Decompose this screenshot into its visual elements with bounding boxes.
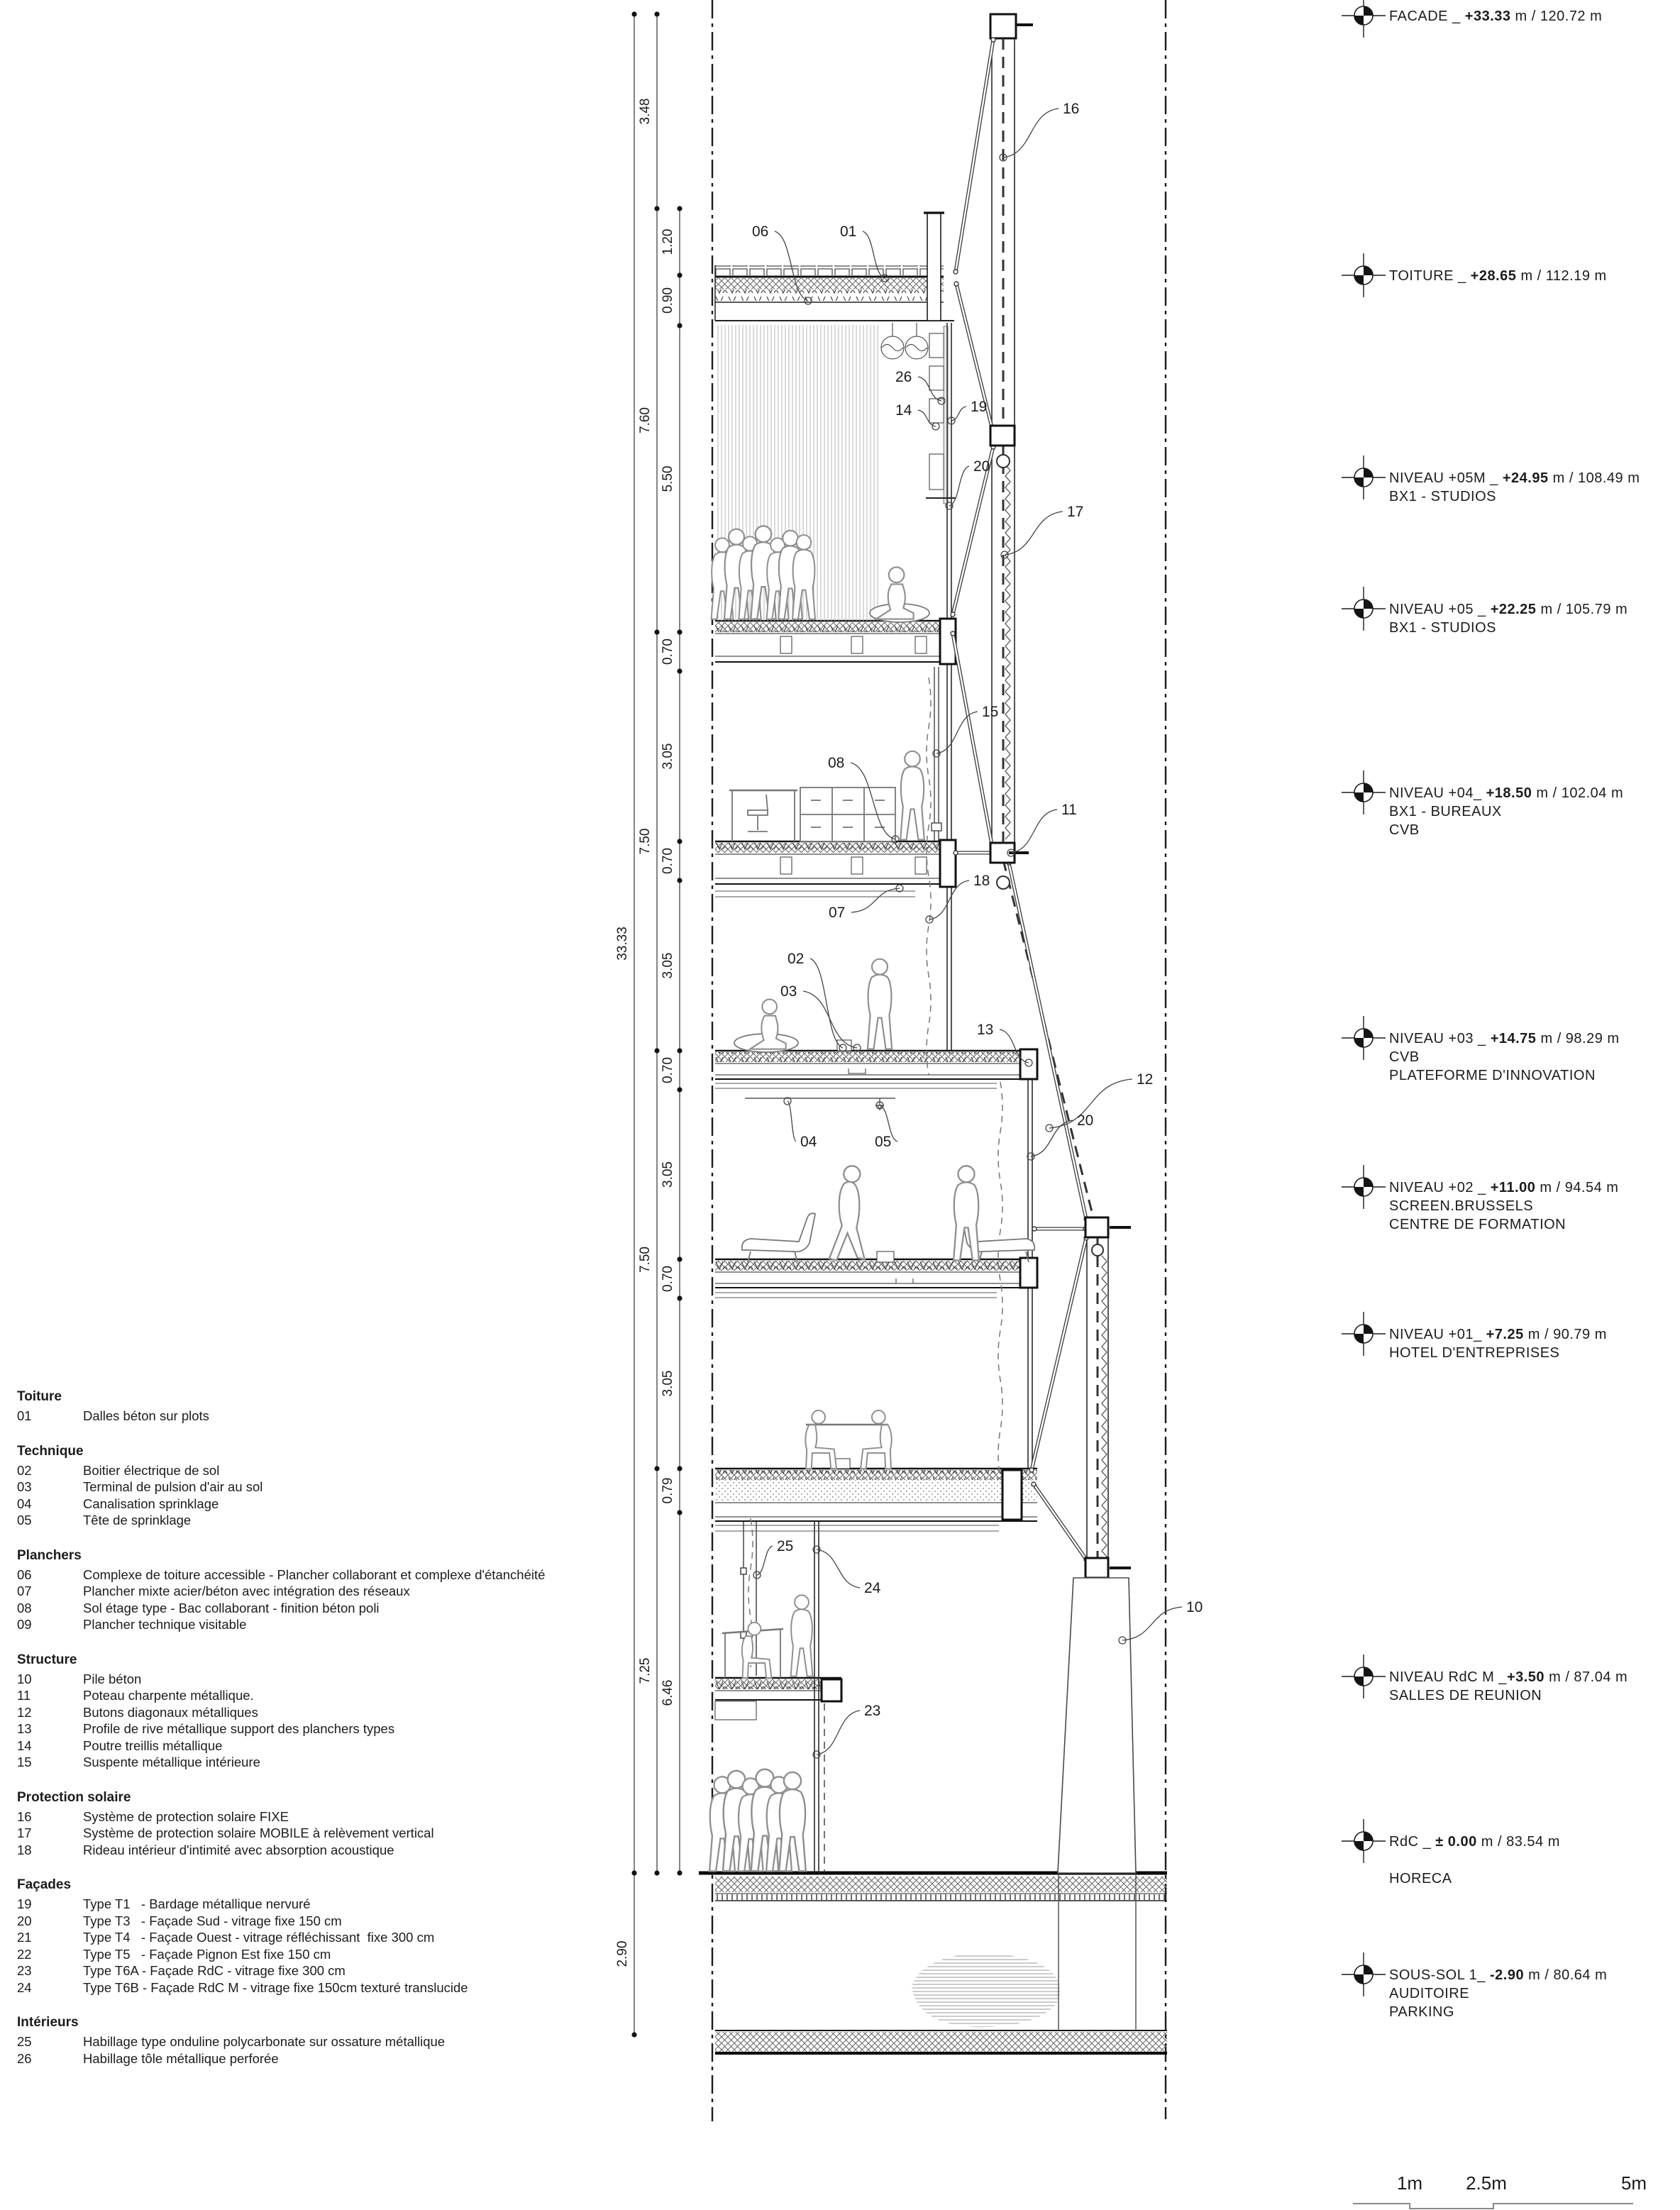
callout-number: 19 — [971, 399, 988, 415]
legend-item-label: Butons diagonaux métalliques — [83, 1704, 258, 1720]
legend-row — [17, 1512, 762, 1529]
legend-item-label: Suspente métallique intérieure — [83, 1755, 260, 1769]
dimension-label: 7.50 — [638, 1247, 653, 1273]
dimension-tick — [654, 1048, 659, 1053]
legend-item-label: Rideau intérieur d'intimité avec absorption acoustique — [83, 1842, 394, 1857]
level-marker — [1342, 455, 1640, 504]
legend-item-label: Type T3 - Façade Sud - vitrage fixe 150 cm — [83, 1913, 342, 1928]
truss-nodes — [990, 426, 1131, 1578]
dimension-label: 3.05 — [661, 1161, 675, 1188]
callout-leader — [817, 1549, 860, 1588]
legend-row — [17, 1737, 762, 1755]
legend-item-number: 25 — [17, 2034, 32, 2049]
callout-leader — [949, 466, 969, 506]
legend-heading: Technique — [17, 1443, 84, 1459]
level-marker — [1342, 770, 1623, 838]
legend-item-number: 07 — [17, 1584, 32, 1598]
callout-number: 24 — [864, 1580, 881, 1596]
dimension-label: 5.50 — [661, 465, 675, 492]
scale-label: 5m — [1620, 2172, 1647, 2194]
legend-row — [17, 1808, 762, 1825]
dimension-tick — [677, 272, 682, 277]
level-sublabel: SCREEN.BRUSSELS — [1389, 1198, 1534, 1214]
scale-bar — [1353, 2172, 1647, 2209]
level-sublabel: BX1 - BUREAUX — [1389, 804, 1502, 819]
callout-leader — [803, 991, 857, 1048]
privacy-curtain-line — [927, 678, 931, 1075]
legend-row — [17, 1616, 762, 1633]
legend-item-number: 12 — [17, 1704, 32, 1720]
callout-leader — [1005, 512, 1063, 555]
level-sublabel: PLATEFORME D'INNOVATION — [1389, 1068, 1596, 1083]
callout-number: 16 — [1063, 101, 1080, 117]
dimension-label: 3.05 — [661, 1370, 675, 1397]
dimension-label: 3.05 — [661, 952, 675, 979]
level-label: NIVEAU +02 _ +11.00 m / 94.54 m — [1389, 1180, 1619, 1195]
callout-leader — [817, 1711, 860, 1755]
legend-item-label: Canalisation sprinklage — [83, 1496, 219, 1511]
legend-item-number: 03 — [17, 1479, 32, 1494]
callout-leader — [1122, 1607, 1182, 1640]
legend-item-label: Type T6A - Façade RdC - vitrage fixe 300 cm — [83, 1963, 346, 1978]
legend-row — [17, 1754, 762, 1771]
legend-item-label: Système de protection solaire FIXE — [83, 1808, 289, 1824]
legend-item-number: 26 — [17, 2050, 32, 2066]
legend-item-label: Plancher technique visitable — [83, 1617, 247, 1632]
legend-row — [17, 1671, 762, 1688]
level-label: NIVEAU +05 _ +22.25 m / 105.79 m — [1389, 602, 1628, 617]
dimension-label: 2.90 — [615, 1940, 630, 1967]
legend-item-label: Tête de sprinklage — [83, 1513, 192, 1527]
legend-item-number: 02 — [17, 1462, 32, 1478]
callout-number: 08 — [828, 755, 845, 771]
legend-heading: Protection solaire — [17, 1789, 131, 1805]
legend-item-label: Système de protection solaire MOBILE à relèvement vertical — [83, 1825, 434, 1840]
callout-number: 10 — [1186, 1599, 1203, 1615]
mobile-screen-lower — [1102, 1256, 1107, 1562]
legend-item-number: 14 — [17, 1737, 32, 1753]
level-marker — [1342, 1952, 1607, 2020]
legend-item-number: 04 — [17, 1496, 32, 1511]
legend-row — [17, 1825, 762, 1842]
legend-row — [17, 1913, 762, 1930]
legend-item-label: Type T6B - Façade RdC M - vitrage fixe 150cm texturé translucide — [83, 1979, 468, 1995]
dimension-tick — [677, 629, 682, 634]
callout-number: 01 — [840, 223, 857, 240]
dimension-label: 33.33 — [615, 927, 630, 961]
floor-slab-05 — [715, 621, 956, 662]
auditorium-area — [912, 1953, 1060, 2027]
floor-outlet-boxes — [836, 1040, 913, 1469]
legend-item-number: 06 — [17, 1567, 32, 1582]
level-sublabel: BX1 - STUDIOS — [1389, 620, 1496, 636]
dimension-tick — [677, 1256, 682, 1261]
legend-item-label: Terminal de pulsion d'air au sol — [83, 1479, 263, 1494]
dimension-tick — [654, 11, 659, 16]
legend-row — [17, 1583, 762, 1600]
dimension-tick — [677, 323, 682, 328]
dimension-label: 7.60 — [638, 407, 653, 433]
level-sublabel: HOTEL D'ENTREPRISES — [1389, 1345, 1560, 1361]
dimension-label: 6.46 — [661, 1679, 675, 1706]
legend-item-label: Plancher mixte acier/béton avec intégration des réseaux — [83, 1584, 410, 1598]
legend-item-label: Type T4 - Façade Ouest - vitrage réfléchissant fixe 300 cm — [83, 1930, 435, 1945]
callout-number: 04 — [800, 1134, 817, 1150]
legend-item-number: 21 — [17, 1930, 32, 1945]
legend-row — [17, 1704, 762, 1721]
callout-number: 13 — [977, 1022, 994, 1038]
legend-item-number: 08 — [17, 1600, 32, 1615]
legend-item-number: 18 — [17, 1842, 32, 1857]
legend-row — [17, 1946, 762, 1963]
roof-parapet — [924, 213, 944, 321]
legend-item-label: Complexe de toiture accessible - Plancher collaborant et complexe d'étanchéité — [83, 1567, 546, 1582]
callout-leader — [851, 888, 900, 912]
dimension-tick — [677, 1048, 682, 1053]
floor-slab-04 — [715, 841, 956, 884]
level-sublabel: SALLES DE REUNION — [1389, 1688, 1542, 1703]
level-sublabel: CENTRE DE FORMATION — [1389, 1217, 1566, 1232]
dimension-tick — [677, 1087, 682, 1092]
legend-item-number: 09 — [17, 1617, 32, 1632]
level-marker — [1342, 1654, 1628, 1703]
dimension-tick — [654, 629, 659, 634]
legend-item-label: Poteau charpente métallique. — [83, 1688, 254, 1703]
level-marker — [1342, 1016, 1620, 1083]
dimension-tick — [677, 668, 682, 673]
callout-leader — [1003, 109, 1059, 158]
legend-item-label: Boitier électrique de sol — [83, 1462, 220, 1478]
level-label: NIVEAU +05M _ +24.95 m / 108.49 m — [1389, 470, 1640, 486]
legend-item-number: 23 — [17, 1963, 32, 1978]
callout-number: 17 — [1067, 504, 1084, 520]
level-sublabel: PARKING — [1389, 2004, 1455, 2020]
dimension-tick — [677, 206, 682, 211]
legend-item-label: Poutre treillis métallique — [83, 1737, 223, 1753]
callout-number: 25 — [777, 1538, 794, 1554]
legend-item-number: 19 — [17, 1896, 32, 1911]
basement-slab — [715, 2031, 1167, 2053]
legend-item-number: 20 — [17, 1913, 32, 1928]
level-sublabel: AUDITOIRE — [1389, 1986, 1470, 2001]
legend-row — [17, 1462, 762, 1479]
dimension-tick — [677, 839, 682, 844]
mobile-screen-upper — [1005, 465, 1010, 839]
dimension-label: 1.20 — [661, 228, 675, 255]
callout-number: 03 — [780, 983, 797, 1000]
scale-label: 1m — [1396, 2172, 1423, 2194]
callout-number: 05 — [875, 1134, 892, 1150]
level-sublabel: HORECA — [1389, 1871, 1452, 1886]
level-label: TOITURE _ +28.65 m / 112.19 m — [1389, 268, 1607, 284]
callout-leader — [788, 1101, 796, 1142]
level-markers — [1342, 0, 1640, 2020]
legend-item-number: 05 — [17, 1513, 32, 1527]
legend-row — [17, 1600, 762, 1617]
level-sublabel: CVB — [1389, 822, 1420, 838]
legend-item-number: 11 — [17, 1688, 31, 1703]
legend-row — [17, 2050, 762, 2067]
level-marker — [1342, 0, 1602, 38]
legend-item-number: 22 — [17, 1946, 32, 1962]
dimension-label: 7.25 — [638, 1657, 653, 1684]
sprinkler-run — [745, 1098, 895, 1110]
callout-leader — [1011, 810, 1057, 853]
floor-slab-03 — [715, 1051, 1037, 1079]
callout-number: 02 — [788, 951, 805, 967]
legend-row — [17, 1720, 762, 1737]
legend-item-label: Pile béton — [83, 1671, 142, 1686]
dimension-tick — [654, 206, 659, 211]
callout-number: 06 — [752, 223, 769, 240]
dimension-label: 0.70 — [661, 1057, 675, 1083]
legend-heading: Façades — [17, 1877, 72, 1892]
roof-slab — [715, 265, 954, 321]
ground-floor-slab — [699, 1873, 1167, 1901]
legend-item-label: Type T1 - Bardage métallique nervuré — [83, 1896, 311, 1911]
level-marker — [1342, 1165, 1618, 1232]
level-label: SOUS-SOL 1_ -2.90 m / 80.64 m — [1389, 1967, 1608, 1983]
callout-number: 20 — [1077, 1112, 1094, 1129]
level-label: NIVEAU +04_ +18.50 m / 102.04 m — [1389, 785, 1624, 801]
level-marker — [1342, 253, 1607, 297]
legend-row — [17, 1896, 762, 1913]
legend-heading: Structure — [17, 1652, 77, 1667]
callout-number: 11 — [1061, 802, 1077, 818]
floor-slab-02 — [715, 1259, 1037, 1288]
legend-item-number: 10 — [17, 1671, 32, 1686]
scale-bar-line — [1353, 2204, 1633, 2209]
callout-number: 15 — [982, 704, 999, 720]
callout-number: 18 — [973, 873, 990, 889]
level-label: RdC _ ± 0.00 m / 83.54 m — [1389, 1834, 1560, 1850]
level-marker — [1342, 587, 1628, 636]
dimension-label: 3.05 — [661, 743, 675, 770]
dimension-label: 0.79 — [661, 1477, 675, 1504]
legend-item-number: 16 — [17, 1808, 32, 1824]
legend-row — [17, 1496, 762, 1513]
legend-item-label: Type T5 - Façade Pignon Est fixe 150 cm — [83, 1946, 331, 1962]
dimension-tick — [677, 1295, 682, 1300]
level-label: FACADE _ +33.33 m / 120.72 m — [1389, 9, 1603, 24]
dimension-label: 0.70 — [661, 848, 675, 874]
level-sublabel: BX1 - STUDIOS — [1389, 489, 1496, 504]
scale-label: 2.5m — [1466, 2172, 1507, 2194]
legend-item-label: Habillage tôle métallique perforée — [83, 2050, 279, 2066]
legend — [17, 1389, 762, 2067]
callout-number: 07 — [829, 905, 846, 921]
callout-number: 26 — [895, 369, 912, 385]
dimension-label: 0.70 — [661, 639, 675, 665]
level-marker — [1342, 1819, 1560, 1886]
concrete-pile-10 — [1058, 1578, 1136, 2031]
legend-item-label: Dalles béton sur plots — [83, 1408, 209, 1423]
level-label: NIVEAU +01_ +7.25 m / 90.79 m — [1389, 1327, 1607, 1342]
legend-heading: Toiture — [17, 1389, 62, 1404]
legend-heading: Intérieurs — [17, 2015, 79, 2030]
level-label: NIVEAU RdC M _+3.50 m / 87.04 m — [1389, 1669, 1628, 1685]
dimension-label: 0.70 — [661, 1266, 675, 1292]
legend-row — [17, 1929, 762, 1946]
legend-item-label: Sol étage type - Bac collaborant - finition béton poli — [83, 1600, 380, 1615]
dimension-tick — [677, 878, 682, 883]
legend-row — [17, 1687, 762, 1704]
dimension-label: 7.50 — [638, 828, 653, 855]
legend-item-label: Habillage type onduline polycarbonate sur ossature métallique — [83, 2034, 446, 2049]
studio-spotlights — [881, 323, 928, 359]
legend-row — [17, 1962, 762, 1979]
legend-row — [17, 1479, 762, 1496]
callout-number: 23 — [864, 1703, 881, 1719]
level-sublabel: CVB — [1389, 1049, 1420, 1065]
legend-item-number: 01 — [17, 1408, 32, 1423]
level-marker — [1342, 1312, 1607, 1361]
legend-row — [17, 1842, 762, 1859]
legend-row — [17, 1408, 762, 1425]
callout-number: 12 — [1137, 1071, 1154, 1088]
office-furniture-04 — [729, 788, 895, 841]
legend-row — [17, 2033, 762, 2050]
legend-row — [17, 1567, 762, 1584]
callout-number: 20 — [973, 458, 990, 475]
legend-item-number: 17 — [17, 1825, 32, 1840]
floor-slab-01-technical — [715, 1469, 1037, 1521]
legend-item-label: Profile de rive métallique support des planchers types — [83, 1721, 395, 1736]
dimension-label: 3.48 — [638, 98, 653, 125]
callout-number: 14 — [895, 402, 912, 419]
level-label: NIVEAU +03 _ +14.75 m / 98.29 m — [1389, 1031, 1620, 1046]
privacy-curtain-line — [998, 1082, 1002, 1479]
facade-braces — [951, 38, 1088, 1562]
legend-item-number: 13 — [17, 1721, 32, 1736]
dimension-label: 0.90 — [661, 287, 675, 314]
legend-item-number: 24 — [17, 1979, 32, 1995]
dimension-tick — [631, 11, 636, 16]
legend-heading: Planchers — [17, 1547, 82, 1563]
legend-item-number: 15 — [17, 1755, 32, 1769]
legend-row — [17, 1979, 762, 1996]
